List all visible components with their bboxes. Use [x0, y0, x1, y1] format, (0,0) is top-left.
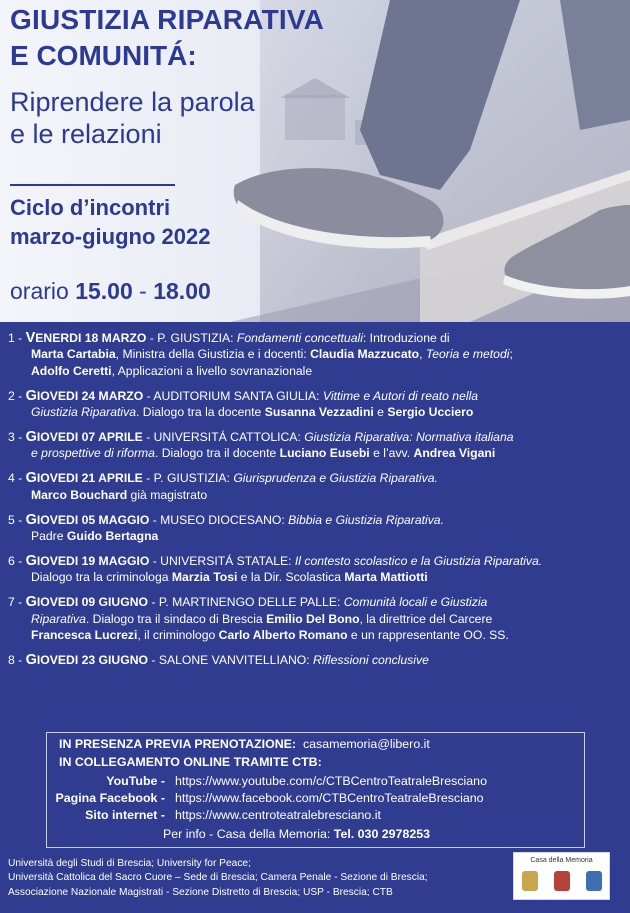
event-text: . Dialogo tra il sindaco di Brescia [85, 611, 267, 626]
event-day-initial: G [25, 511, 37, 528]
event-topic: Riparativa [31, 611, 86, 626]
online-label: IN COLLEGAMENTO ONLINE TRAMITE CTB: [59, 755, 322, 769]
event-text: . Dialogo tra il docente [154, 446, 280, 461]
event-text: . Dialogo tra la docente [136, 405, 265, 420]
event-text: e la Dir. Scolastica [237, 570, 345, 585]
event-number: 1 - [8, 331, 23, 345]
event-text: ; [509, 347, 513, 362]
event-item-3 [8, 429, 623, 462]
contact-phone[interactable]: Tel. 030 2978253 [333, 827, 431, 841]
event-item-6 [8, 553, 623, 586]
event-text: : Introduzione di [362, 331, 450, 345]
event-venue: - AUDITORIUM SANTA GIULIA: [143, 388, 323, 403]
hero-banner [0, 0, 630, 322]
event-venue: - UNIVERSITÁ CATTOLICA: [142, 430, 305, 445]
partners-line-1: Università degli Studi di Brescia; University for Peace; [8, 858, 251, 869]
event-day-initial: G [25, 387, 37, 404]
logo-title: Casa della Memoria [530, 857, 593, 864]
event-text: e l’avv. [369, 446, 414, 461]
event-topic: Bibbia e Giustizia Riparativa. [288, 512, 444, 527]
title-line-1: GIUSTIZIA RIPARATIVA [10, 4, 325, 35]
event-item-2 [8, 388, 623, 421]
orario-end: 18.00 [153, 278, 211, 304]
event-day-initial: G [25, 552, 37, 569]
info-box [46, 732, 585, 848]
youtube-label: YouTube - [106, 774, 165, 788]
event-date: IOVEDI 09 GIUGNO [36, 595, 148, 610]
partners-line-2: Università Cattolica del Sacro Cuore – Sede di Brescia; Camera Penale - Sezione di Brescia; [8, 872, 428, 884]
event-topic: Comunità locali e Giustizia [343, 595, 488, 610]
subtitle-line-2: e le relazioni [10, 119, 162, 150]
youtube-link[interactable]: https://www.youtube.com/c/CTBCentroTeatraleBresciano [175, 774, 487, 788]
event-text: , Ministra della Giustizia e i docenti: [115, 347, 311, 362]
event-item-5 [8, 512, 623, 545]
speaker-name: Carlo Alberto Romano [218, 628, 348, 643]
partners-line-3: Associazione Nazionale Magistrati - Sezione Distretto di Brescia; USP - Brescia; CTB [8, 886, 393, 898]
event-text: Dialogo tra la criminologa [31, 570, 172, 585]
event-list [8, 330, 623, 677]
event-date: IOVEDI 07 APRILE [36, 430, 143, 445]
event-number: 4 - [8, 471, 23, 486]
partner-logos [513, 852, 610, 900]
event-date: IOVEDI 24 MARZO [36, 388, 144, 403]
website-link[interactable]: https://www.centroteatralebresciano.it [175, 808, 381, 822]
website-label: Sito internet - [85, 808, 165, 822]
event-topic: e prospettive di riforma [31, 446, 155, 461]
event-date: IOVEDI 21 APRILE [36, 471, 143, 486]
event-topic: Giurisprudenza e Giustizia Riparativa. [233, 471, 438, 486]
event-date: IOVEDI 23 GIUGNO [36, 653, 148, 667]
cycle-line-1: Ciclo d’incontri [10, 195, 171, 220]
event-number: 3 - [8, 430, 23, 445]
event-item-4 [8, 470, 623, 503]
title-line-2: E COMUNITÁ: [10, 40, 197, 71]
speaker-name: Emilio Del Bono [266, 611, 360, 626]
province-seal-icon [586, 871, 602, 891]
schedule-time [10, 278, 211, 305]
contact-info [163, 827, 430, 841]
event-topic: Giustizia Riparativa [31, 405, 136, 420]
event-text: , Applicazioni a livello sovranazionale [111, 363, 313, 378]
speaker-name: Francesca Lucrezi [31, 628, 138, 643]
event-number: 8 - [8, 653, 23, 667]
facebook-label: Pagina Facebook - [55, 791, 165, 805]
contact-prefix: Per info - Casa della Memoria: [163, 827, 334, 841]
speaker-name: Sergio Ucciero [387, 405, 474, 420]
event-date: ENERDI 18 MARZO [35, 331, 147, 345]
speaker-name: Luciano Eusebi [279, 446, 370, 461]
event-topic: Teoria e metodi [425, 347, 510, 362]
event-topic: Il contesto scolastico e la Giustizia Riparativa. [294, 553, 543, 568]
speaker-name: Susanna Vezzadini [264, 405, 374, 420]
partners-list [8, 857, 508, 900]
event-venue: - P. MARTINENGO DELLE PALLE: [147, 595, 344, 610]
event-text: , il criminologo [137, 628, 219, 643]
event-number: 7 - [8, 595, 23, 610]
event-text: Padre [31, 529, 67, 544]
event-date: IOVEDI 19 MAGGIO [36, 553, 150, 568]
event-item-1 [8, 330, 623, 379]
speaker-name: Claudia Mazzucato [310, 347, 420, 362]
speaker-name: Marzia Tosi [171, 570, 238, 585]
event-day-initial: G [25, 594, 37, 611]
cycle-heading [10, 194, 310, 251]
cycle-line-2: marzo-giugno 2022 [10, 223, 211, 249]
presenza-row [59, 737, 430, 751]
title-divider [10, 184, 175, 186]
event-number: 5 - [8, 512, 23, 527]
event-text: già magistrato [127, 487, 208, 502]
online-row [59, 755, 322, 769]
event-topic: Riflessioni conclusive [313, 653, 429, 667]
event-venue: - UNIVERSITÁ STATALE: [149, 553, 295, 568]
event-number: 6 - [8, 553, 23, 568]
event-item-7 [8, 594, 623, 643]
event-day-initial: G [25, 652, 37, 668]
event-day-initial: G [25, 429, 37, 446]
event-day-initial: V [25, 330, 36, 346]
event-venue: - P. GIUSTIZIA: [146, 331, 237, 345]
event-date: IOVEDI 05 MAGGIO [36, 512, 150, 527]
speaker-name: Marta Cartabia [31, 347, 116, 362]
speaker-name: Guido Bertagna [66, 529, 159, 544]
presenza-label: IN PRESENZA PREVIA PRENOTAZIONE: [59, 737, 297, 751]
speaker-name: Marco Bouchard [31, 487, 128, 502]
event-venue: - SALONE VANVITELLIANO: [147, 653, 314, 667]
speaker-name: Marta Mattiotti [344, 570, 428, 585]
facebook-link[interactable]: https://www.facebook.com/CTBCentroTeatraleBresciano [175, 791, 484, 805]
contact-email-link[interactable]: casamemoria@libero.it [302, 737, 430, 751]
event-topic: Giustizia Riparativa: Normativa italiana [304, 430, 514, 445]
speaker-name: Andrea Vigani [413, 446, 496, 461]
event-venue: - P. GIUSTIZIA: [142, 471, 234, 486]
municipal-seal-icon [522, 871, 538, 891]
event-topic: Fondamenti concettuali [236, 331, 363, 345]
event-text: e [373, 405, 388, 420]
event-day-initial: G [25, 470, 37, 487]
memory-house-seal-icon [554, 871, 570, 891]
speaker-name: Adolfo Ceretti [31, 363, 112, 378]
event-number: 2 - [8, 388, 23, 403]
orario-label: orario [10, 278, 69, 304]
event-item-8 [8, 652, 623, 668]
orario-sep: - [139, 278, 147, 304]
event-text: e un rappresentante OO. SS. [347, 628, 509, 643]
event-text: , [419, 347, 426, 362]
event-venue: - MUSEO DIOCESANO: [149, 512, 289, 527]
event-text: , la direttrice del Carcere [359, 611, 493, 626]
subtitle [10, 86, 340, 151]
event-topic: Vittime e Autori di reato nella [322, 388, 479, 403]
subtitle-line-1: Riprendere la parola [10, 87, 255, 117]
orario-start: 15.00 [75, 278, 133, 304]
